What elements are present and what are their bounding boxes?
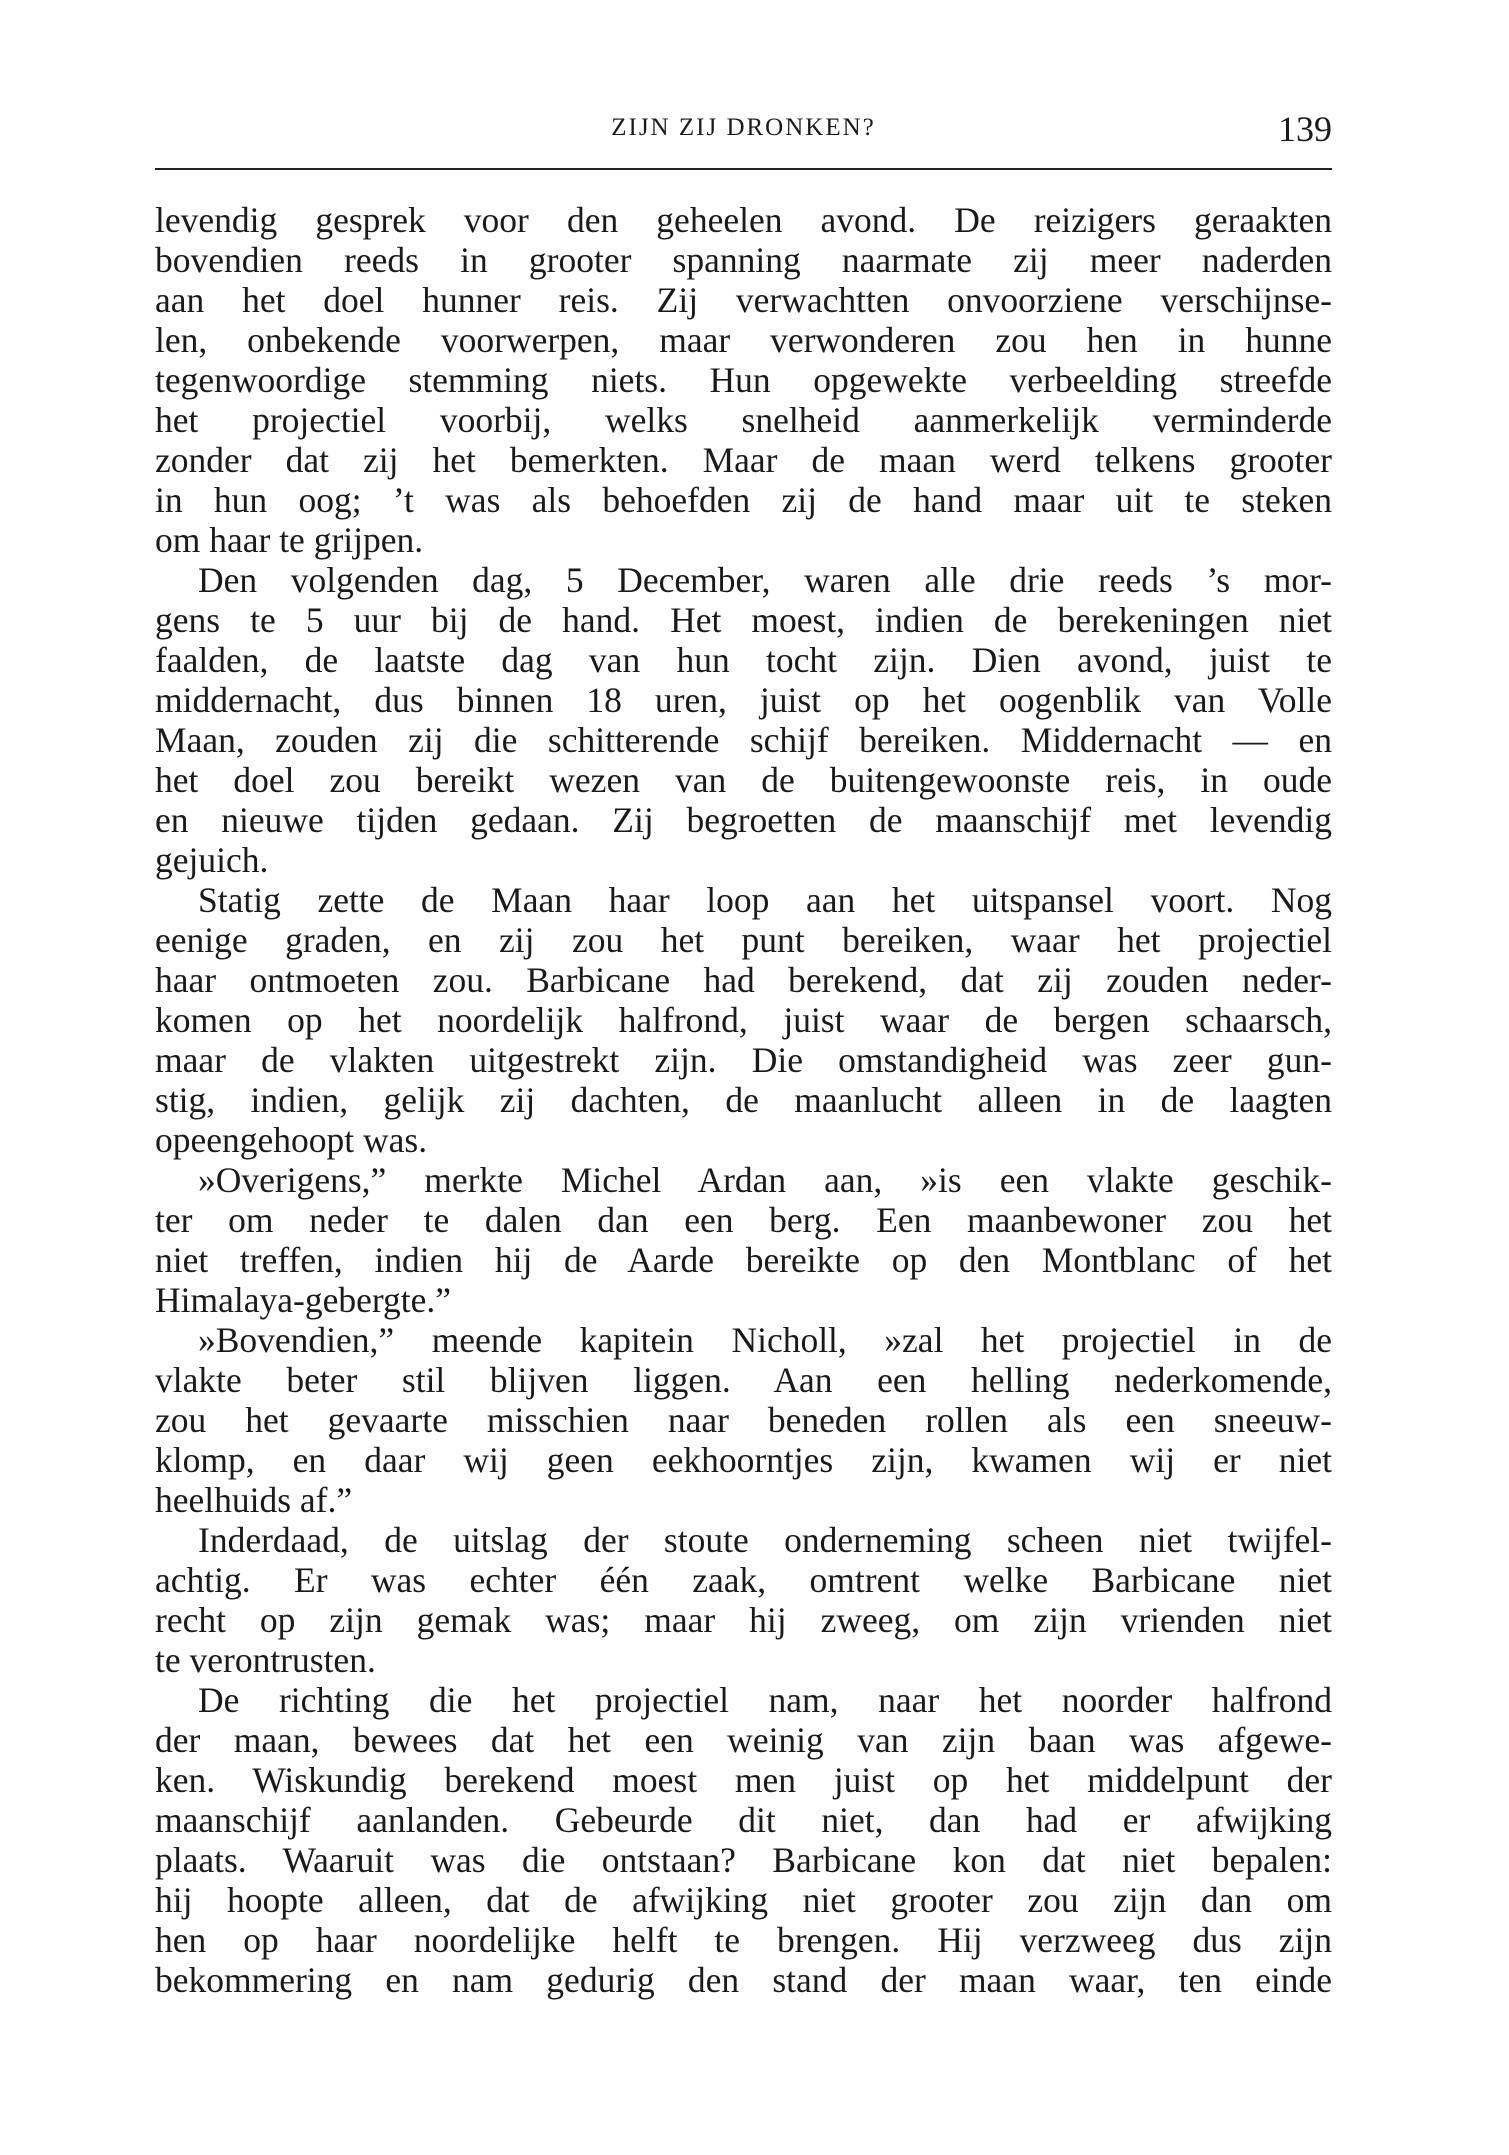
text-line: en nieuwe tijden gedaan. Zij begroetten de maanschijf met levendig (155, 800, 1332, 840)
text-line: te verontrusten. (155, 1640, 376, 1680)
page-header (155, 108, 1332, 158)
text-line: Himalaya-gebergte.” (155, 1280, 452, 1320)
paragraph (155, 1520, 1332, 1680)
header-rule (155, 168, 1332, 170)
text-line: len, onbekende voorwerpen, maar verwonderen zou hen in hunne (155, 320, 1332, 360)
text-line: het projectiel voorbij, welks snelheid aanmerkelijk verminderde (155, 400, 1332, 440)
text-line: komen op het noordelijk halfrond, juist waar de bergen schaarsch, (155, 1000, 1332, 1040)
paragraph (155, 880, 1332, 1160)
text-line: gens te 5 uur bij de hand. Het moest, indien de berekeningen niet (155, 600, 1332, 640)
text-line: eenige graden, en zij zou het punt bereiken, waar het projectiel (155, 920, 1332, 960)
paragraph (155, 200, 1332, 560)
text-line: haar ontmoeten zou. Barbicane had berekend, dat zij zouden neder- (155, 960, 1332, 1000)
text-line: heelhuids af.” (155, 1480, 353, 1520)
text-line: ken. Wiskundig berekend moest men juist op het middelpunt der (155, 1760, 1332, 1800)
running-title: ZIJN ZIJ DRONKEN? (611, 114, 876, 141)
text-line: om haar te grijpen. (155, 520, 424, 560)
text-line: in hun oog; ’t was als behoefden zij de hand maar uit te steken (155, 480, 1332, 520)
text-line: opeengehoopt was. (155, 1120, 428, 1160)
text-line: maar de vlakten uitgestrekt zijn. Die omstandigheid was zeer gun- (155, 1040, 1332, 1080)
text-line: bovendien reeds in grooter spanning naarmate zij meer naderden (155, 240, 1332, 280)
text-line: klomp, en daar wij geen eekhoorntjes zijn, kwamen wij er niet (155, 1440, 1332, 1480)
text-line: gejuich. (155, 840, 269, 880)
text-line: het doel zou bereikt wezen van de buitengewoonste reis, in oude (155, 760, 1332, 800)
text-line: tegenwoordige stemming niets. Hun opgewekte verbeelding streefde (155, 360, 1332, 400)
text-line: ter om neder te dalen dan een berg. Een maanbewoner zou het (155, 1200, 1332, 1240)
text-line: der maan, bewees dat het een weinig van zijn baan was afgewe- (155, 1720, 1332, 1760)
text-line: Den volgenden dag, 5 December, waren alle drie reeds ’s mor- (198, 560, 1332, 600)
text-line: levendig gesprek voor den geheelen avond. De reizigers geraakten (155, 200, 1332, 240)
text-line: De richting die het projectiel nam, naar het noorder halfrond (198, 1680, 1332, 1720)
text-line: niet treffen, indien hij de Aarde bereikte op den Montblanc of het (155, 1240, 1332, 1280)
text-line: hij hoopte alleen, dat de afwijking niet grooter zou zijn dan om (155, 1880, 1332, 1920)
page-body (155, 200, 1332, 2000)
text-line: achtig. Er was echter één zaak, omtrent welke Barbicane niet (155, 1560, 1332, 1600)
text-line: aan het doel hunner reis. Zij verwachtten onvoorziene verschijnse- (155, 280, 1332, 320)
text-line: faalden, de laatste dag van hun tocht zijn. Dien avond, juist te (155, 640, 1332, 680)
text-line: recht op zijn gemak was; maar hij zweeg, om zijn vrienden niet (155, 1600, 1332, 1640)
paragraph (155, 560, 1332, 880)
text-line: maanschijf aanlanden. Gebeurde dit niet, dan had er afwijking (155, 1800, 1332, 1840)
text-line: vlakte beter stil blijven liggen. Aan een helling nederkomende, (155, 1360, 1332, 1400)
paragraph (155, 1160, 1332, 1320)
paragraph (155, 1680, 1332, 2000)
page-number: 139 (1278, 109, 1332, 149)
text-line: Maan, zouden zij die schitterende schijf bereiken. Middernacht — en (155, 720, 1332, 760)
text-line: Statig zette de Maan haar loop aan het uitspansel voort. Nog (198, 880, 1332, 920)
text-line: »Bovendien,” meende kapitein Nicholl, »zal het projectiel in de (198, 1320, 1332, 1360)
text-line: hen op haar noordelijke helft te brengen. Hij verzweeg dus zijn (155, 1920, 1332, 1960)
text-line: zou het gevaarte misschien naar beneden rollen als een sneeuw- (155, 1400, 1332, 1440)
text-line: plaats. Waaruit was die ontstaan? Barbicane kon dat niet bepalen: (155, 1840, 1332, 1880)
paragraph (155, 1320, 1332, 1520)
text-line: stig, indien, gelijk zij dachten, de maanlucht alleen in de laagten (155, 1080, 1332, 1120)
text-line: middernacht, dus binnen 18 uren, juist op het oogenblik van Volle (155, 680, 1332, 720)
text-line: bekommering en nam gedurig den stand der maan waar, ten einde (155, 1960, 1332, 2000)
text-line: zonder dat zij het bemerkten. Maar de maan werd telkens grooter (155, 440, 1332, 480)
text-line: Inderdaad, de uitslag der stoute onderneming scheen niet twijfel- (198, 1520, 1332, 1560)
text-line: »Overigens,” merkte Michel Ardan aan, »is een vlakte geschik- (198, 1160, 1332, 1200)
